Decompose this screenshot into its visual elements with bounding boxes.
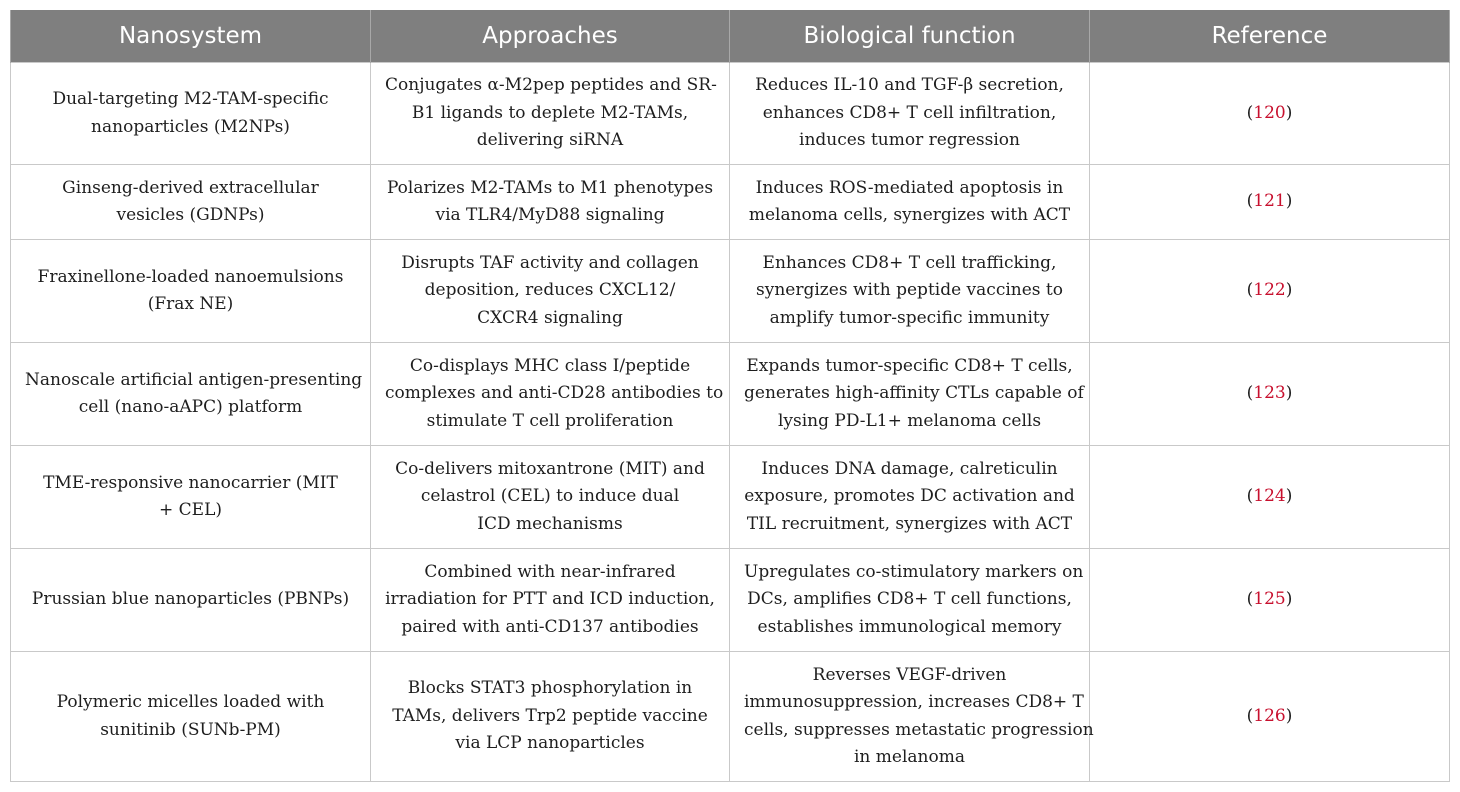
cell-text-line: complexes and anti-CD28 antibodies to <box>385 383 724 404</box>
cell-text-line: + CEL) <box>159 500 222 520</box>
cell-approaches <box>371 549 730 652</box>
cell-text-line: paired with anti-CD137 antibodies <box>401 616 699 637</box>
table-row <box>11 240 1450 343</box>
cell-nanosystem <box>11 446 371 549</box>
cell-text-line: Polarizes M2-TAMs to M1 phenotypes <box>386 177 714 198</box>
cell-biological-function <box>730 549 1090 652</box>
paren-open: ( <box>1246 191 1254 212</box>
cell-approaches <box>371 652 730 782</box>
header-reference: Reference <box>1090 10 1450 63</box>
cell-text-line: exposure, promotes DC activation and <box>744 486 1075 507</box>
cell-approaches <box>371 240 730 343</box>
cell-text-line: stimulate T cell proliferation <box>426 410 674 431</box>
cell-text-line: Dual-targeting M2-TAM-specific <box>52 89 329 109</box>
paren-open: ( <box>1246 589 1254 610</box>
header-row <box>11 10 1450 63</box>
paren-close: ) <box>1285 383 1293 404</box>
cell-text-line: Reverses VEGF-driven <box>812 664 1007 685</box>
paren-open: ( <box>1246 102 1254 123</box>
paren-close: ) <box>1285 191 1293 212</box>
cell-text-line: DCs, amplifies CD8+ T cell functions, <box>747 589 1072 610</box>
paren-open: ( <box>1246 705 1254 726</box>
cell-reference <box>1090 165 1450 240</box>
cell-biological-function <box>730 240 1090 343</box>
cell-text-line: amplify tumor-specific immunity <box>769 307 1050 328</box>
cell-biological-function <box>730 446 1090 549</box>
reference-link[interactable]: 123 <box>1253 383 1286 404</box>
header-biological-function: Biological function <box>730 10 1090 63</box>
cell-text-line: Upregulates co-stimulatory markers on <box>744 561 1084 582</box>
cell-text-line: Combined with near-infrared <box>424 561 676 582</box>
cell-text-line: delivering siRNA <box>476 130 624 151</box>
cell-approaches <box>371 165 730 240</box>
cell-biological-function <box>730 165 1090 240</box>
cell-text-line: synergizes with peptide vaccines to <box>756 280 1063 301</box>
table-row <box>11 63 1450 165</box>
cell-text-line: Conjugates α-M2pep peptides and SR- <box>385 75 717 96</box>
cell-text-line: Ginseng-derived extracellular <box>62 177 319 198</box>
cell-text-line: via LCP nanoparticles <box>455 733 645 754</box>
paren-close: ) <box>1285 705 1293 726</box>
cell-text-line: ICD mechanisms <box>477 513 623 534</box>
cell-text-line: Co-displays MHC class I/peptide <box>409 355 691 376</box>
cell-text-line: lysing PD-L1+ melanoma cells <box>777 410 1042 431</box>
cell-reference <box>1090 63 1450 165</box>
paren-open: ( <box>1246 486 1254 507</box>
reference-link[interactable]: 120 <box>1253 102 1286 123</box>
cell-text-line: Induces DNA damage, calreticulin <box>761 458 1058 479</box>
cell-text-line: sunitinib (SUNb-PM) <box>100 719 281 740</box>
cell-text-line: melanoma cells, synergizes with ACT <box>748 205 1071 225</box>
cell-text-line: Nanoscale artificial antigen-presenting <box>25 369 363 390</box>
cell-biological-function <box>730 343 1090 446</box>
cell-text-line: celastrol (CEL) to induce dual <box>420 486 680 507</box>
reference-link[interactable]: 124 <box>1253 486 1286 507</box>
paren-close: ) <box>1285 486 1293 507</box>
cell-text-line: via TLR4/MyD88 signaling <box>435 205 665 225</box>
cell-text-line: CXCR4 signaling <box>477 307 623 328</box>
cell-biological-function <box>730 63 1090 165</box>
cell-approaches <box>371 63 730 165</box>
cell-nanosystem <box>11 63 371 165</box>
cell-text-line: deposition, reduces CXCL12/ <box>424 280 676 301</box>
paren-close: ) <box>1285 589 1293 610</box>
table-row <box>11 549 1450 652</box>
cell-text-line: Blocks STAT3 phosphorylation in <box>407 678 693 699</box>
paren-open: ( <box>1246 383 1254 404</box>
cell-approaches <box>371 343 730 446</box>
nanosystem-table <box>10 10 1450 782</box>
table-row <box>11 652 1450 782</box>
cell-text-line: Prussian blue nanoparticles (PBNPs) <box>31 589 350 610</box>
reference-link[interactable]: 122 <box>1253 280 1286 301</box>
cell-reference <box>1090 240 1450 343</box>
cell-text-line: cell (nano-aAPC) platform <box>78 397 303 417</box>
table-row <box>11 446 1450 549</box>
cell-text-line: vesicles (GDNPs) <box>116 205 265 225</box>
cell-biological-function <box>730 652 1094 782</box>
cell-text-line: (Frax NE) <box>147 294 234 314</box>
table-header <box>11 10 1450 63</box>
cell-text-line: TME-responsive nanocarrier (MIT <box>43 472 338 493</box>
reference-link[interactable]: 126 <box>1253 705 1286 726</box>
cell-text-line: in melanoma <box>854 747 965 767</box>
cell-text-line: enhances CD8+ T cell infiltration, <box>762 102 1057 123</box>
header-approaches: Approaches <box>371 10 730 63</box>
cell-text-line: nanoparticles (M2NPs) <box>91 116 290 137</box>
cell-text-line: Disrupts TAF activity and collagen <box>401 252 699 273</box>
cell-nanosystem <box>11 549 371 652</box>
cell-text-line: Induces ROS-mediated apoptosis in <box>755 177 1064 198</box>
cell-text-line: generates high-affinity CTLs capable of <box>744 383 1084 404</box>
cell-text-line: TAMs, delivers Trp2 peptide vaccine <box>392 705 708 726</box>
cell-text-line: Co-delivers mitoxantrone (MIT) and <box>395 458 705 479</box>
cell-text-line: B1 ligands to deplete M2-TAMs, <box>411 102 689 123</box>
cell-text-line: Polymeric micelles loaded with <box>56 692 325 712</box>
table-row <box>11 343 1450 446</box>
cell-reference <box>1090 446 1450 549</box>
cell-text-line: Expands tumor-specific CD8+ T cells, <box>746 355 1073 376</box>
reference-link[interactable]: 125 <box>1253 589 1286 610</box>
cell-reference <box>1090 549 1450 652</box>
cell-text-line: Enhances CD8+ T cell trafficking, <box>762 252 1057 273</box>
cell-nanosystem <box>11 165 371 240</box>
cell-reference <box>1090 652 1450 782</box>
cell-text-line: induces tumor regression <box>799 130 1020 151</box>
reference-link[interactable]: 121 <box>1253 191 1286 212</box>
paren-close: ) <box>1285 102 1293 123</box>
cell-text-line: immunosuppression, increases CD8+ T <box>744 692 1084 712</box>
cell-text-line: Fraxinellone-loaded nanoemulsions <box>37 266 344 287</box>
table-row <box>11 165 1450 240</box>
table-body <box>11 63 1450 782</box>
cell-nanosystem <box>11 343 371 446</box>
cell-text-line: TIL recruitment, synergizes with ACT <box>746 513 1073 534</box>
cell-reference <box>1090 343 1450 446</box>
paren-open: ( <box>1246 280 1254 301</box>
cell-approaches <box>371 446 730 549</box>
cell-nanosystem <box>11 240 371 343</box>
cell-text-line: establishes immunological memory <box>757 616 1062 637</box>
cell-text-line: irradiation for PTT and ICD induction, <box>385 589 715 610</box>
cell-text-line: cells, suppresses metastatic progression <box>744 719 1094 740</box>
header-nanosystem: Nanosystem <box>11 10 371 63</box>
cell-text-line: Reduces IL-10 and TGF-β secretion, <box>755 75 1064 96</box>
paren-close: ) <box>1285 280 1293 301</box>
cell-nanosystem <box>11 652 371 782</box>
